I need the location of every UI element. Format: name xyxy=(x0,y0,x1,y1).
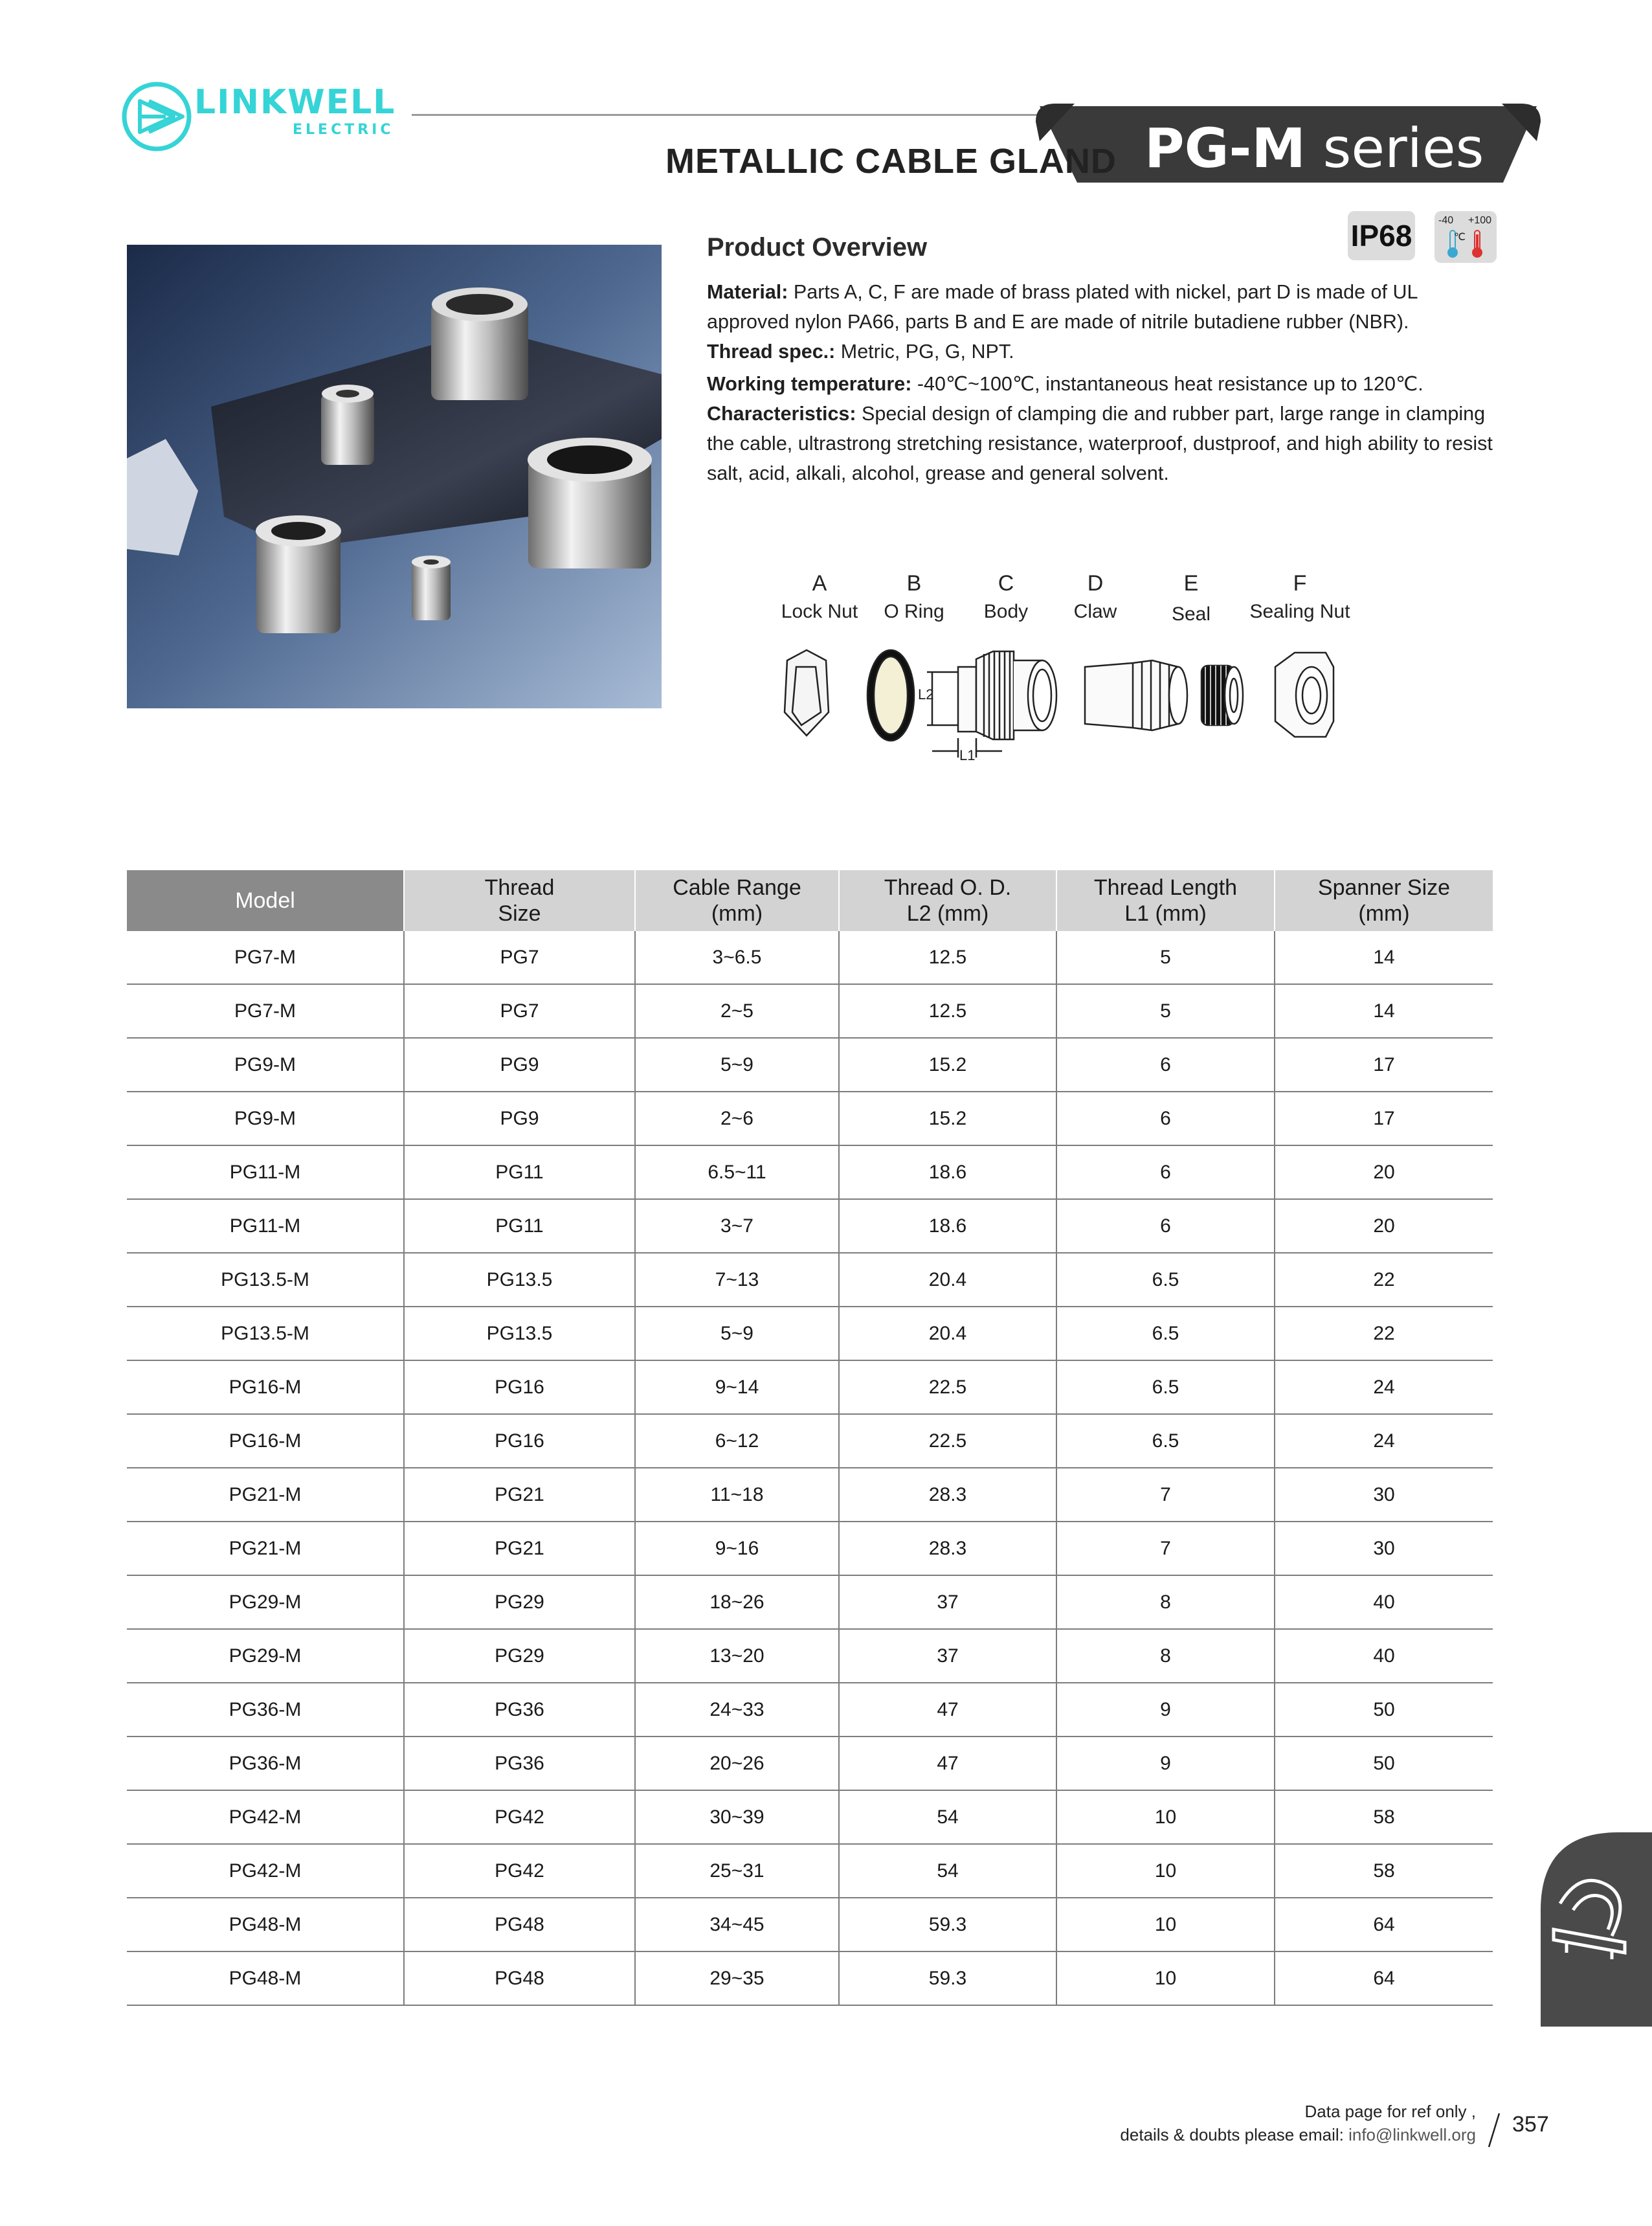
thread-paragraph xyxy=(707,337,1498,366)
table-row: PG13.5-M PG13.5 7~13 20.4 6.5 22 xyxy=(127,1253,1493,1307)
series-title xyxy=(1144,117,1484,180)
table-row: PG21-M PG21 11~18 28.3 7 30 xyxy=(127,1468,1493,1522)
table-row: PG9-M PG9 2~6 15.2 6 17 xyxy=(127,1092,1493,1145)
footer-contact xyxy=(1036,2125,1476,2145)
table-row: PG13.5-M PG13.5 5~9 20.4 6.5 22 xyxy=(127,1307,1493,1360)
table-row: PG29-M PG29 13~20 37 8 40 xyxy=(127,1629,1493,1683)
part-a-name: Lock Nut xyxy=(781,601,858,622)
part-f-letter: F xyxy=(1293,571,1307,596)
thread-label: Thread spec.: xyxy=(707,341,836,363)
table-row: PG9-M PG9 5~9 15.2 6 17 xyxy=(127,1038,1493,1092)
table-row: PG48-M PG48 29~35 59.3 10 64 xyxy=(127,1951,1493,2005)
temp-low-label: -40 xyxy=(1438,215,1454,226)
brand-sub: ELECTRIC xyxy=(293,122,394,138)
part-f-name: Sealing Nut xyxy=(1249,601,1350,622)
table-row: PG21-M PG21 9~16 28.3 7 30 xyxy=(127,1522,1493,1575)
part-c-name: Body xyxy=(983,601,1029,622)
part-c-letter: C xyxy=(998,571,1014,596)
material-text: Parts A, C, F are made of brass plated with nickel, part D is made of UL approved nylon PA66, parts B and E are made of nitrile butadiene rubber (NBR). xyxy=(707,281,1418,333)
table-row: PG7-M PG7 3~6.5 12.5 5 14 xyxy=(127,931,1493,984)
header-spanner-size: Spanner Size (mm) xyxy=(1275,870,1493,931)
table-row: PG42-M PG42 25~31 54 10 58 xyxy=(127,1844,1493,1898)
temperature-label: Working temperature: xyxy=(707,373,912,395)
document-title: METALLIC CABLE GLAND xyxy=(665,142,1117,181)
l1-label: L1 xyxy=(959,747,976,763)
table-row: PG16-M PG16 6~12 22.5 6.5 24 xyxy=(127,1414,1493,1468)
part-e-letter: E xyxy=(1183,571,1199,596)
header-model: Model xyxy=(127,870,404,931)
part-e-name: Seal xyxy=(1171,603,1211,625)
thread-text: Metric, PG, G, NPT. xyxy=(835,341,1014,363)
temp-high-label: +100 xyxy=(1468,215,1492,226)
footer-contact-label: details & doubts please email: xyxy=(1120,2125,1349,2144)
characteristics-label: Characteristics: xyxy=(707,403,856,425)
material-paragraph xyxy=(707,277,1498,337)
product-photo xyxy=(127,245,662,708)
overview-title: Product Overview xyxy=(707,233,928,262)
part-b-letter: B xyxy=(906,571,922,596)
material-label: Material: xyxy=(707,281,788,303)
table-row: PG36-M PG36 20~26 47 9 50 xyxy=(127,1737,1493,1790)
header-thread-od: Thread O. D. L2 (mm) xyxy=(839,870,1056,931)
ip68-badge: IP68 xyxy=(1348,211,1415,260)
part-b-name: O Ring xyxy=(884,601,944,622)
footer-slash-divider xyxy=(1486,2112,1502,2148)
table-row: PG36-M PG36 24~33 47 9 50 xyxy=(127,1683,1493,1737)
table-header-row xyxy=(127,870,1493,931)
header-thread-size: Thread Size xyxy=(404,870,635,931)
table-row: PG48-M PG48 34~45 59.3 10 64 xyxy=(127,1898,1493,1951)
table-row: PG11-M PG11 6.5~11 18.6 6 20 xyxy=(127,1145,1493,1199)
cable-clip-side-tab-icon xyxy=(1541,1832,1652,2027)
brand-name: LINKWELL xyxy=(194,83,396,122)
series-suffix: series xyxy=(1305,117,1484,180)
l2-label: L2 xyxy=(918,686,934,703)
part-d-name: Claw xyxy=(1073,601,1117,622)
table-row: PG16-M PG16 9~14 22.5 6.5 24 xyxy=(127,1360,1493,1414)
header-cable-range: Cable Range (mm) xyxy=(635,870,839,931)
header-thread-length: Thread Length L1 (mm) xyxy=(1056,870,1275,931)
temp-unit-label: ℃ xyxy=(1454,232,1466,243)
series-prefix: PG-M xyxy=(1144,117,1306,180)
temperature-text: -40℃~100℃, instantaneous heat resistance up to 120℃. xyxy=(911,373,1423,395)
table-row: PG11-M PG11 3~7 18.6 6 20 xyxy=(127,1199,1493,1253)
specification-table xyxy=(127,870,1493,2006)
footer-disclaimer: Data page for ref only , xyxy=(1304,2102,1476,2121)
characteristics-paragraph xyxy=(707,399,1498,488)
table-row: PG29-M PG29 18~26 37 8 40 xyxy=(127,1575,1493,1629)
exploded-parts-diagram xyxy=(770,641,1379,783)
part-d-letter: D xyxy=(1087,571,1104,596)
table-row: PG42-M PG42 30~39 54 10 58 xyxy=(127,1790,1493,1844)
page-number: 357 xyxy=(1512,2112,1549,2137)
characteristics-text: Special design of clamping die and rubber part, large range in clamping the cable, ultrastrong stretching resistance, waterproof, dustproof, and high ability to resist salt, acid, alkali, alcohol, grease and general solvent. xyxy=(707,403,1493,484)
temperature-paragraph xyxy=(707,369,1498,399)
table-row: PG7-M PG7 2~5 12.5 5 14 xyxy=(127,984,1493,1038)
footer-email-link[interactable]: info@linkwell.org xyxy=(1348,2125,1476,2144)
part-a-letter: A xyxy=(812,571,827,596)
